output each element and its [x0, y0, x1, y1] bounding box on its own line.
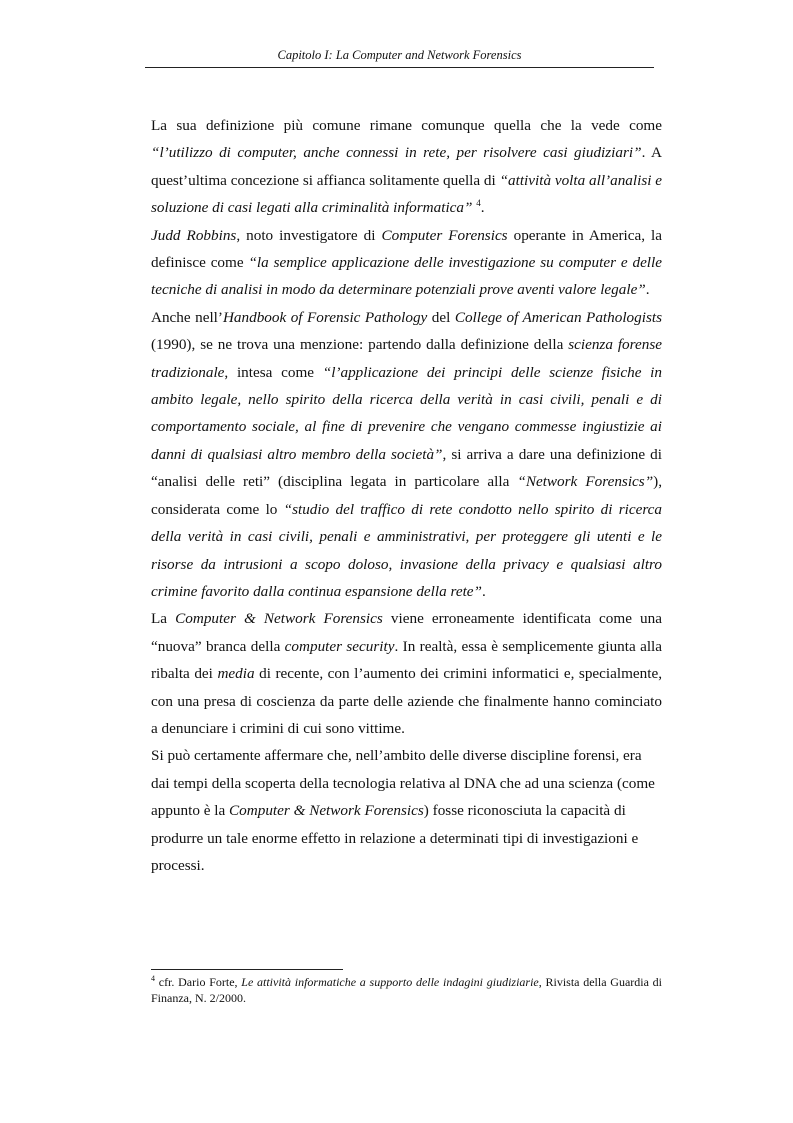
term: Computer & Network Forensics [175, 610, 383, 628]
paragraph-5 [151, 742, 662, 879]
term: scienza forense tradizionale [151, 336, 662, 381]
footnote-number: 4 [151, 974, 155, 983]
text: cfr. Dario Forte, [155, 975, 242, 989]
term: “Network Forensics” [517, 473, 654, 491]
text: (1990), se ne trova una menzione: partendo dalla definizione della [151, 336, 569, 354]
term: Computer Forensics [381, 226, 508, 244]
term: computer security [284, 637, 395, 655]
text: ) fosse riconosciuta la capacità di produrre un tale enorme effetto in relazione a determinati tipi di investigazioni e processi. [151, 802, 639, 874]
text: . In realtà, essa è semplicemente giunta alla ribalta dei [151, 637, 662, 683]
text: ), considerata come lo [151, 473, 663, 518]
term: Computer & Network Forensics [229, 802, 424, 820]
body-text [151, 112, 662, 879]
running-header: Capitolo I: La Computer and Network Forensics [277, 48, 522, 62]
organization: College of American Pathologists [454, 308, 662, 326]
text: . A quest’ultima concezione si affianca solitamente quella di [151, 144, 662, 189]
text: operante in America, la definisce come [151, 226, 662, 272]
header-rule [145, 67, 654, 68]
text: Anche nell’ [151, 308, 223, 326]
quote: “l’utilizzo di computer, anche connessi in rete, per risolvere casi giudiziari” [151, 144, 642, 162]
quote: “attività volta all’analisi e soluzione di casi legati alla criminalità informatica” [151, 171, 663, 217]
text: di recente, con l’aumento dei crimini informatici e, specialmente, con una presa di coscienza da parte delle aziende che finalmente hanno cominciato a denunciare i crimini di cui sono vittime. [151, 665, 662, 737]
term: media [217, 665, 255, 683]
text: , si arriva a dare una definizione di “analisi delle reti” (disciplina legata in particolare alla [151, 445, 662, 491]
quote: “studio del traffico di rete condotto nello spirito di ricerca della verità in casi civili, penali e amministrativi, per proteggere gli utenti e le risorse da intrusioni a scopo doloso, invasione della privacy e qualsiasi altro crimine favorito dalla continua espansione della rete” [151, 500, 662, 600]
text: La [151, 610, 176, 628]
text: . [645, 281, 650, 299]
paragraph-4 [151, 605, 662, 742]
footnote-ref[interactable]: 4 [476, 198, 481, 209]
text: , noto investigatore di [236, 226, 382, 244]
book-title: Handbook of Forensic Pathology [222, 308, 428, 326]
paragraph-2 [151, 222, 662, 304]
text: , Rivista della Guardia di Finanza, N. 2/2000. [151, 975, 663, 1005]
paragraph-3 [151, 304, 662, 605]
quote: “la semplice applicazione delle investigazione su computer e delle tecniche di analisi in modo da determinare potenziali prove aventi valore legale” [151, 254, 662, 299]
text: Si può certamente affermare che, nell’ambito delle diverse discipline forensi, era dai tempi della scoperta della tecnologia relativa al DNA che ad una scienza (come appunto è la [151, 747, 655, 820]
paragraph-1 [151, 112, 662, 222]
person-name: Judd Robbins [151, 226, 237, 244]
quote: “l’applicazione dei principi delle scienze fisiche in ambito legale, nello spirito della ricerca della verità in casi civili, penali e di comportamento sociale, al fine di prevenire che vengano commesse ingiustizie ai danni di qualsiasi altro membro della società” [151, 363, 662, 463]
text: . [480, 199, 485, 217]
text: , intesa come [224, 363, 323, 381]
cited-title: Le attività informatiche a supporto delle indagini giudiziarie [241, 975, 539, 989]
footnote [151, 975, 662, 1006]
footnote-rule [151, 969, 343, 970]
text: . [482, 582, 486, 600]
text: La sua definizione più comune rimane comunque quella che la vede come [151, 117, 662, 134]
text: viene erroneamente identificata come una “nuova” branca della [151, 610, 662, 655]
text: del [427, 308, 455, 326]
